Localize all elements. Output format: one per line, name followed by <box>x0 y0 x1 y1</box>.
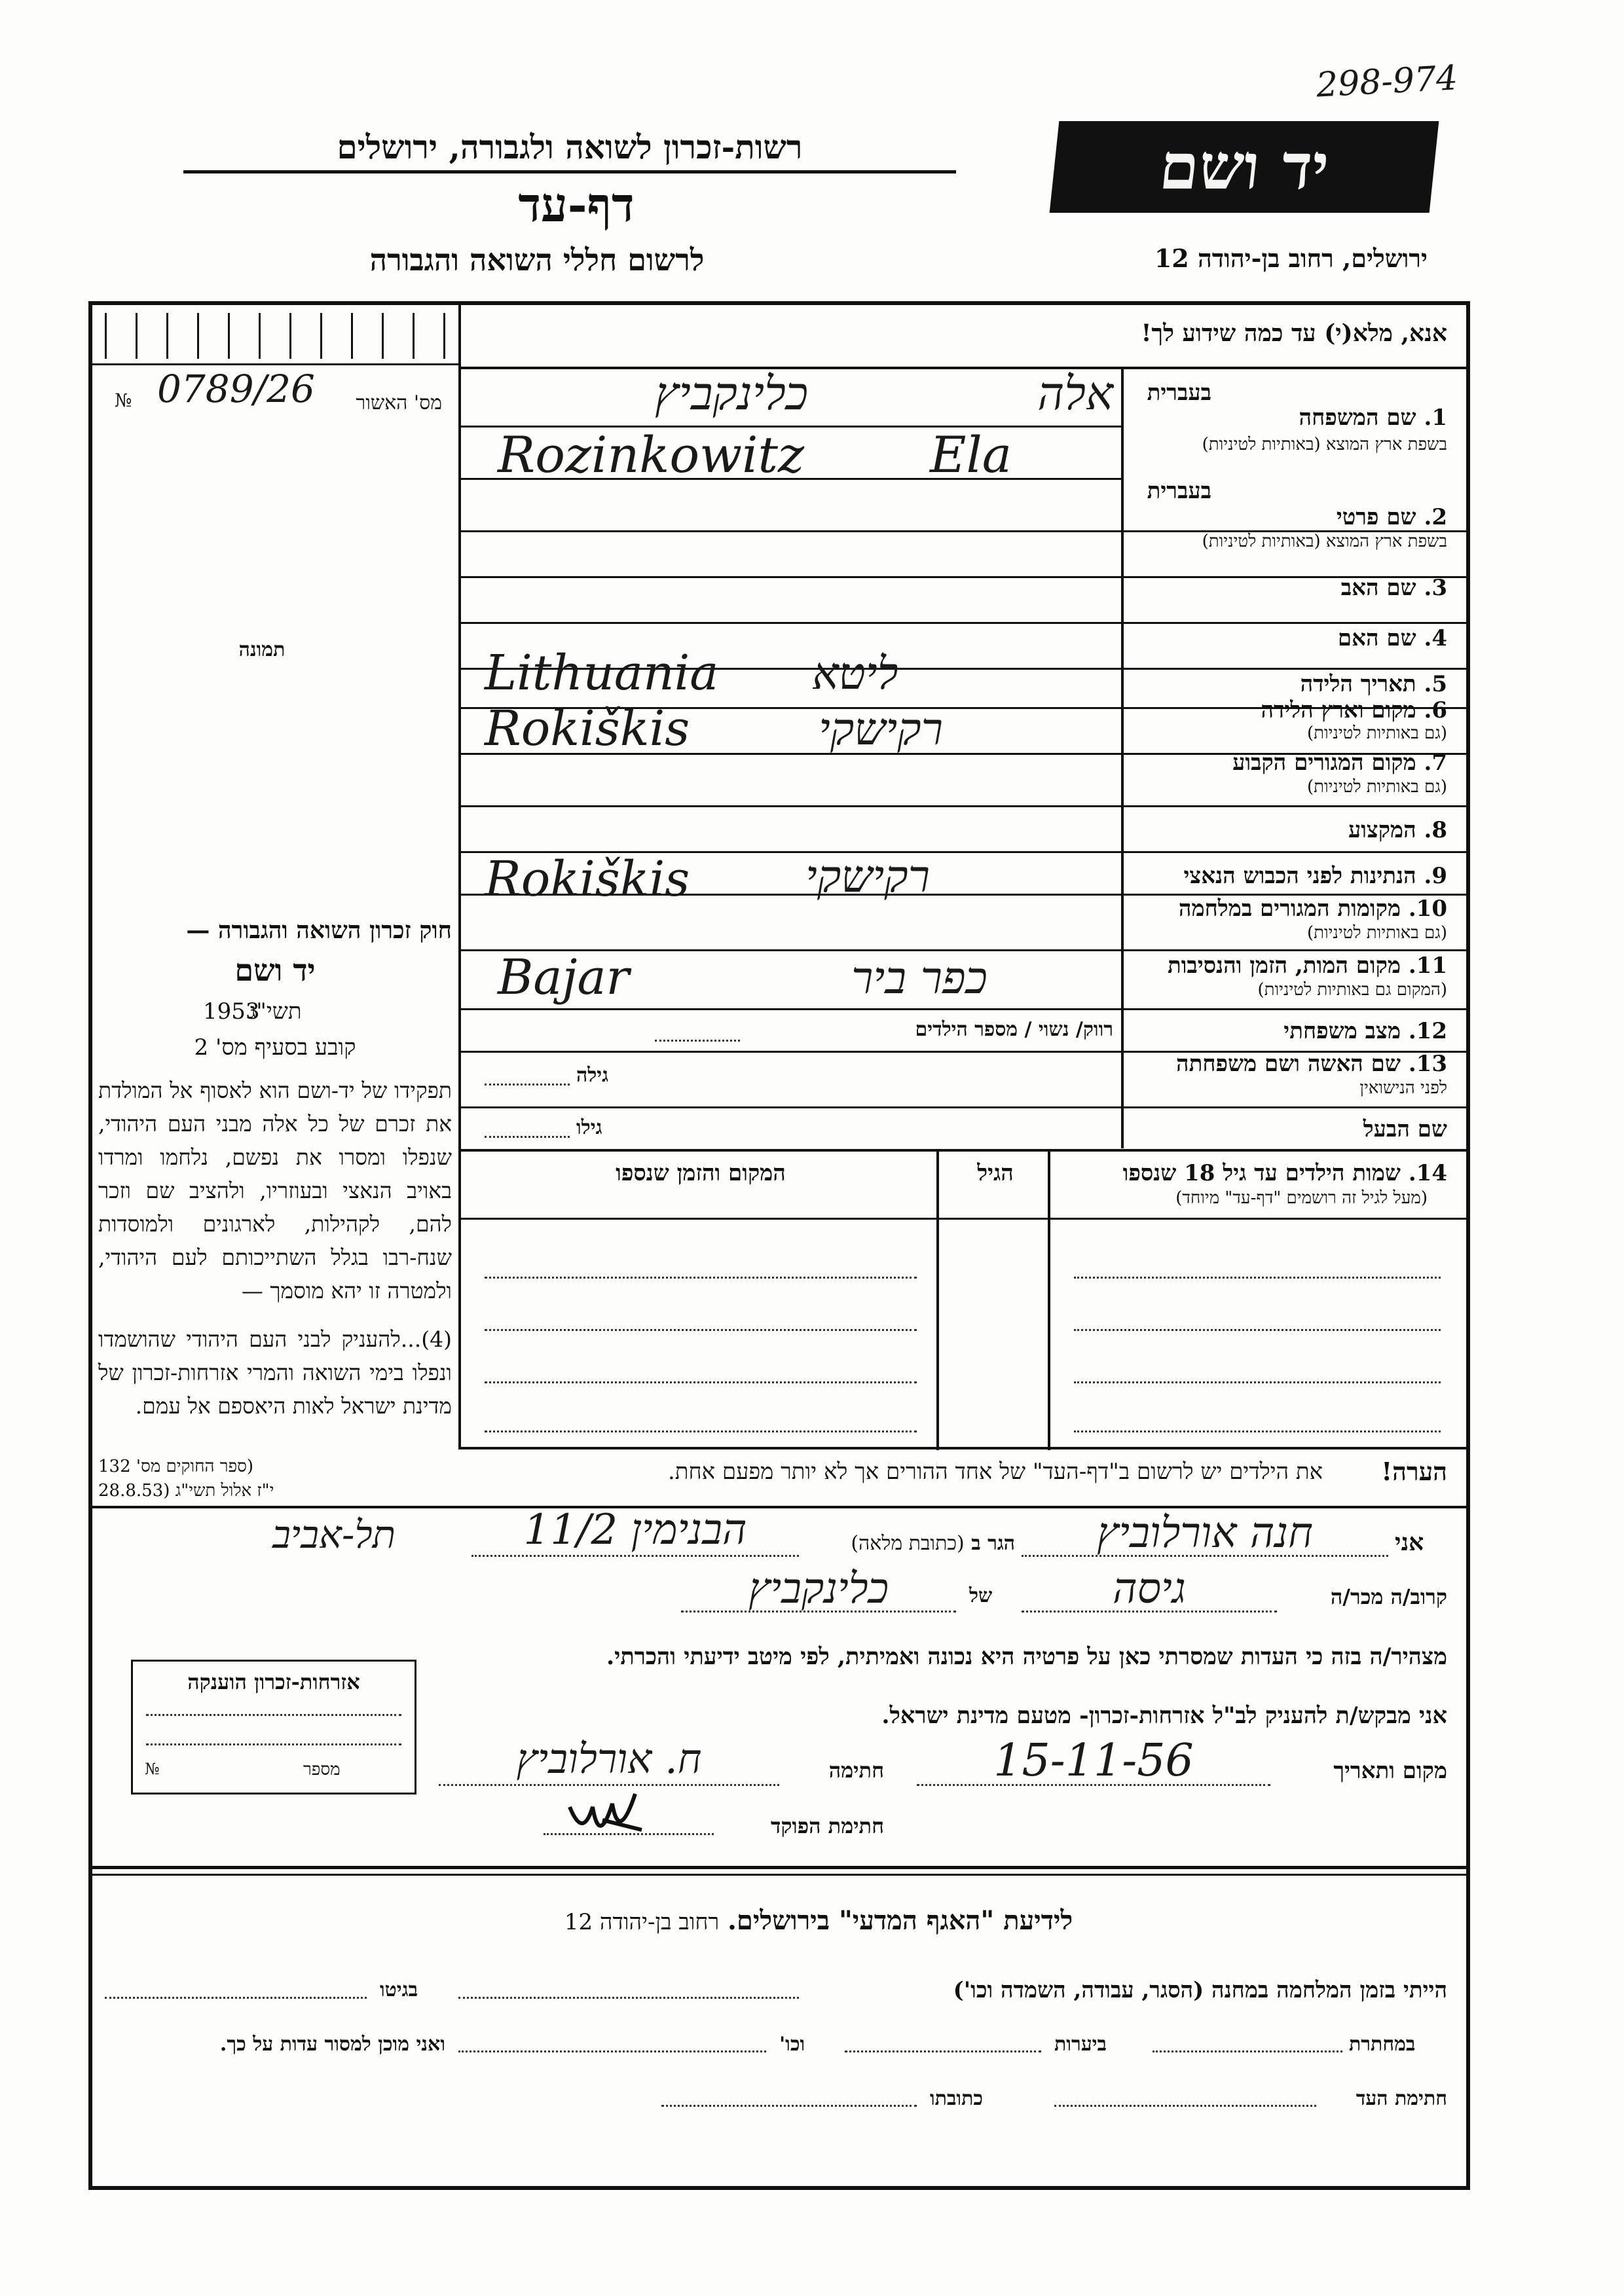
field-husband-label: שם הבעל <box>1363 1116 1447 1142</box>
field-8-text: המקצוע <box>1348 817 1416 843</box>
children-col-place: המקום והזמן שנספו <box>616 1160 786 1186</box>
footer-ready: ואני מוכן למסור עדות על כך. <box>219 2033 445 2056</box>
field-8-label <box>1126 817 1447 843</box>
field-9-num: 9. <box>1424 863 1447 889</box>
field-10-text: מקומות המגורים במלחמה <box>1178 896 1401 922</box>
field-11-num: 11. <box>1408 953 1447 979</box>
value-nationality-latin: Rokiškis <box>485 851 690 907</box>
field-6-text: מקום וארץ הלידה <box>1261 697 1416 723</box>
law-title: חוק זכרון השואה והגבורה — <box>186 917 452 944</box>
field-hebrew-tag-1: בעברית <box>1147 380 1211 406</box>
decl-statement: מצהיר/ה בזה כי העדות שמסרתי כאן על פרטיה היא נכונה ואמיתית, לפי מיטב ידיעתי והכרתי. <box>606 1643 1447 1670</box>
field-5-label <box>1126 671 1447 697</box>
footer-witness-sig: חתימת העד <box>1356 2087 1447 2110</box>
value-death-place-latin: Bajar <box>498 949 629 1006</box>
value-nationality-he: רקישקי <box>805 851 930 903</box>
field-3-text: שם האב <box>1340 575 1416 601</box>
field-2-label <box>1211 504 1447 530</box>
footer-line1: הייתי בזמן המלחמה במחנה (הסגר, עבודה, השמדה וכו') <box>953 1977 1447 2003</box>
decl-relation-label: קרוב/ה מכר/ה <box>1330 1584 1447 1609</box>
field-11-label <box>1126 953 1447 979</box>
value-town-latin: Rokiškis <box>485 701 690 757</box>
decl-place-date-label: מקום ותאריך <box>1333 1758 1447 1784</box>
field-11-sub: (המקום גם באותיות לטיניות) <box>1257 980 1447 1000</box>
law-text-2: (4)...להעניק לבני העם היהודי שהושמדו ונפלו בימי השואה והמרי אזרחות-זכרון של מדינת ישראל לאות היאספם אל עמם. <box>98 1326 452 1419</box>
decl-request: אני מבקש/ת להעניק לב"ל אזרחות-זכרון- מטעם מדינת ישראל. <box>881 1702 1447 1729</box>
field-5-text: תאריך הלידה <box>1300 671 1416 697</box>
decl-signature-value: ח. אורלוביץ <box>516 1735 702 1783</box>
field-2-text: שם פרטי <box>1336 504 1416 530</box>
field-9-label <box>1126 863 1447 889</box>
field-3-num: 3. <box>1424 575 1447 601</box>
footer-forests: ביערות <box>1054 2033 1107 2056</box>
instructions: אנא, מלא(י) עד כמה שידוע לך! <box>1141 319 1447 347</box>
footer-ghetto: בגיטו <box>380 1978 418 2001</box>
field-13-label <box>1126 1051 1447 1077</box>
decl-city-value: תל-אביב <box>272 1512 396 1557</box>
logo-text: יד ושם <box>1156 130 1333 204</box>
decl-name-value: חנה אורלוביץ <box>1096 1509 1314 1558</box>
form-title: דף-עד <box>518 177 635 232</box>
field-13-text: שם האשה ושם משפחתה <box>1176 1051 1401 1077</box>
citizenship-title: אזרחות-זכרון הוענקה <box>187 1669 360 1694</box>
field-10-label <box>1126 896 1447 922</box>
law-logo: יד ושם <box>234 953 316 988</box>
field-2-num: 2. <box>1424 504 1447 530</box>
children-text: שמות הילדים עד גיל 18 שנספו <box>1122 1160 1401 1186</box>
header-address: ירושלים, רחוב בן-יהודה 12 <box>1154 244 1428 273</box>
field-1-sub: בשפת ארץ המוצא (באותיות לטיניות) <box>1202 435 1447 454</box>
decl-relation-value: גיסה <box>1113 1565 1186 1613</box>
footer-address-label: כתובתו <box>930 2087 984 2110</box>
law-clause: קובע בסעיף מס' 2 <box>194 1034 356 1061</box>
decl-address-value: הבנימין 11/2 <box>523 1506 747 1554</box>
footer-title <box>458 1905 1179 1936</box>
children-col-age: הגיל <box>977 1160 1014 1186</box>
decl-signature-label: חתימה <box>828 1758 884 1783</box>
field-hebrew-tag-2: בעברית <box>1147 478 1211 504</box>
field-13-num: 13. <box>1408 1051 1447 1077</box>
field-7-sub: (גם באותיות לטיניות) <box>1306 777 1447 797</box>
decl-of-value: כלינקביץ <box>748 1565 889 1613</box>
decl-date-value: 15-11-56 <box>993 1735 1194 1787</box>
field-1-label <box>1211 405 1447 431</box>
children-label <box>1061 1160 1447 1186</box>
field-6-sub: (גם באותיות לטיניות) <box>1306 723 1447 743</box>
law-year: 1953 <box>203 998 260 1025</box>
value-birthplace-latin: Lithuania <box>485 645 719 701</box>
value-death-place-he: כפר ביר <box>851 953 987 1004</box>
field-1-text: שם המשפחה <box>1299 405 1416 431</box>
law-year-he: תשי"ג <box>249 998 302 1025</box>
photo-label: תמונה <box>238 638 286 661</box>
footer-title-text: לידיעת "האגף המדעי" בירושלים. <box>727 1905 1073 1936</box>
field-9-text: הנתינות לפני הכבוש הנאצי <box>1183 863 1416 889</box>
approval-number-value: 0789/26 <box>157 367 315 411</box>
officer-signature <box>557 1781 661 1853</box>
authority-title: רשות-זכרון לשואה ולגבורה, ירושלים <box>183 128 956 173</box>
field-4-num: 4. <box>1424 625 1447 651</box>
law-source-2: י"ז אלול תשי"ג (28.8.53 <box>98 1481 274 1501</box>
field-12-label <box>1126 1018 1447 1044</box>
approval-no-sign: № <box>115 390 132 411</box>
field-10-num: 10. <box>1408 896 1447 922</box>
decl-address-hint: (כתובת מלאה) <box>851 1532 965 1555</box>
field-4-label <box>1126 625 1447 651</box>
field-2-sub: בשפת ארץ המוצא (באותיות לטיניות) <box>1202 532 1447 551</box>
husband-age-label: גילו <box>576 1116 602 1139</box>
field-6-label <box>1126 697 1447 723</box>
maiden-age-label: גילה <box>576 1064 609 1087</box>
field-13-sub: לפני הנישואין <box>1359 1078 1447 1098</box>
citizenship-box <box>131 1660 416 1795</box>
decl-resides <box>805 1532 1015 1555</box>
field-1-num: 1. <box>1424 405 1447 431</box>
law-text: תפקידו של יד-ושם הוא לאסוף אל המולדת את זכרם של כל אלה מבני העם היהודי, שנפלו ומסרו את נפשם, נלחמו ומרדו באויב הנאצי ובעוזריו, ולהציב שם וזכר להם, לקהילות, לארגונים ולמוסדות שנח-רבו בגלל השתייכותם לעם היהודי, ולמטרה זו יהא מוסמך — <box>98 1078 452 1303</box>
field-11-text: מקום המות, הזמן והנסיבות <box>1167 953 1401 979</box>
children-num: 14. <box>1408 1160 1447 1186</box>
archive-number: 298-974 <box>1315 58 1459 105</box>
form-subtitle: לרשום חללי השואה והגבורה <box>369 242 705 278</box>
marital-status-options: רווק/ נשוי / מספר הילדים <box>915 1018 1113 1041</box>
footer-etc: וכו' <box>779 2033 805 2056</box>
field-8-num: 8. <box>1424 817 1447 843</box>
note-text: את הילדים יש לרשום ב"דף-העד" של אחד ההורים אך לא יותר מפעם אחת. <box>668 1459 1323 1485</box>
footer-address: רחוב בן-יהודה 12 <box>564 1909 720 1935</box>
field-3-label <box>1126 575 1447 601</box>
field-7-text: מקום המגורים הקבוע <box>1232 750 1416 776</box>
value-surname-he: כלינקביץ <box>655 367 809 420</box>
footer-hiding: במחתרת <box>1349 2033 1416 2056</box>
value-surname-latin: Rozinkowitz <box>498 426 805 484</box>
value-first-name-latin: Ela <box>930 426 1012 484</box>
value-town-he: רקישקי <box>819 704 943 756</box>
field-12-num: 12. <box>1408 1018 1447 1044</box>
field-12-text: מצב משפחתי <box>1283 1018 1401 1044</box>
approval-boxes <box>105 313 447 359</box>
field-7-label <box>1126 750 1447 776</box>
value-first-name-he: אלה <box>1037 367 1113 420</box>
law-source: (ספר החוקים מס' 132 <box>98 1457 254 1476</box>
citizenship-number-label: מספר <box>303 1760 341 1779</box>
children-sub: (מעל לגיל זה רושמים "דף-עד" מיוחד) <box>1175 1188 1428 1208</box>
field-5-num: 5. <box>1424 671 1447 697</box>
decl-of: של <box>969 1584 993 1607</box>
decl-officer-label: חתימת הפוקד <box>771 1813 884 1838</box>
yad-vashem-logo <box>1050 121 1439 213</box>
note-label: הערה! <box>1381 1457 1447 1486</box>
field-4-text: שם האם <box>1337 625 1416 651</box>
field-10-sub: (גם באותיות לטיניות) <box>1306 923 1447 943</box>
field-6-num: 6. <box>1424 697 1447 723</box>
value-birthplace-he: ליטא <box>812 648 898 700</box>
decl-ani: אני <box>1395 1529 1424 1556</box>
approval-label: מס' האשור <box>356 392 442 414</box>
citizenship-no-sign: № <box>145 1760 160 1778</box>
field-7-num: 7. <box>1424 750 1447 776</box>
decl-resides-label: הגר ב <box>971 1532 1015 1555</box>
